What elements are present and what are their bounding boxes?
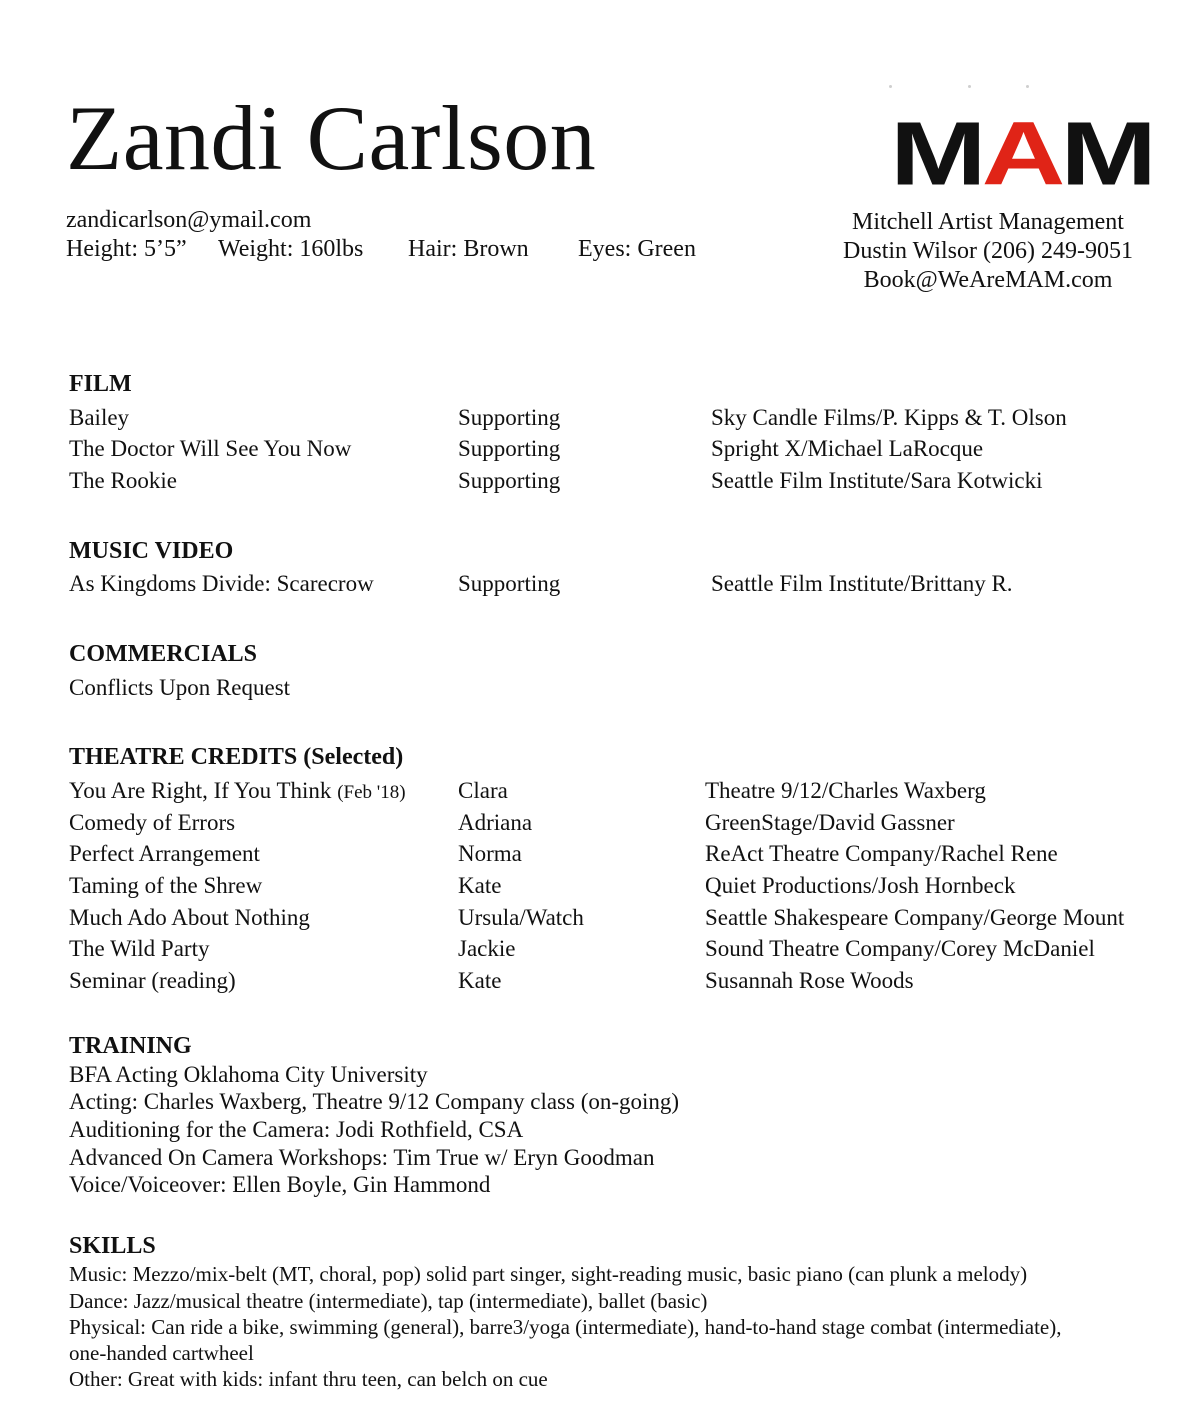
eyes-stat: Eyes: Green — [578, 236, 696, 262]
logo-letter: M — [1060, 102, 1153, 204]
credit-role: Norma — [458, 841, 522, 866]
commercials-note: Conflicts Upon Request — [69, 675, 291, 700]
training-item: Auditioning for the Camera: Jodi Rothfield, CSA — [69, 1117, 524, 1142]
credit-role: Kate — [458, 873, 502, 898]
skill-line: Physical: Can ride a bike, swimming (general), barre3/yoga (intermediate), hand-to-hand stage combat (intermediate), — [69, 1315, 1062, 1339]
credit-company: Theatre 9/12/Charles Waxberg — [705, 778, 986, 803]
credit-row — [69, 778, 1169, 808]
agency-contact: Dustin Wilsor (206) 249-9051 — [843, 238, 1133, 264]
skills-heading: SKILLS — [69, 1233, 156, 1259]
theatre-heading: THEATRE CREDITS (Selected) — [69, 744, 404, 770]
credit-title: You Are Right, If You Think — [69, 778, 332, 803]
actor-email[interactable]: zandicarlson@ymail.com — [66, 207, 312, 233]
skill-line: Music: Mezzo/mix-belt (MT, choral, pop) solid part singer, sight-reading music, basic piano (can plunk a melody) — [69, 1262, 1028, 1286]
credit-title: Seminar (reading) — [69, 968, 236, 993]
height-stat: Height: 5’5” — [66, 236, 187, 262]
credit-role: Clara — [458, 778, 508, 803]
credit-role: Kate — [458, 968, 502, 993]
training-item: Voice/Voiceover: Ellen Boyle, Gin Hammond — [69, 1172, 491, 1197]
credit-row — [69, 873, 1169, 903]
credit-company: Sound Theatre Company/Corey McDaniel — [705, 936, 1095, 961]
credit-role: Ursula/Watch — [458, 905, 584, 930]
credit-row — [69, 571, 1169, 601]
credit-role: Supporting — [458, 468, 561, 493]
credit-row — [69, 436, 1169, 466]
credit-row — [69, 968, 1169, 998]
credit-company: Quiet Productions/Josh Hornbeck — [705, 873, 1016, 898]
commercials-heading: COMMERCIALS — [69, 641, 258, 667]
logo-letter: M — [890, 102, 982, 204]
credit-title: Bailey — [69, 405, 130, 430]
credit-row — [69, 841, 1169, 871]
credit-company: Seattle Shakespeare Company/George Mount — [705, 905, 1125, 930]
credit-title: The Wild Party — [69, 936, 210, 961]
credit-title: Perfect Arrangement — [69, 841, 260, 866]
credit-role: Supporting — [458, 405, 561, 430]
credit-role: Supporting — [458, 571, 561, 596]
logo-letter-accent: A — [981, 102, 1061, 204]
credit-company: GreenStage/David Gassner — [705, 810, 955, 835]
credit-company: Sky Candle Films/P. Kipps & T. Olson — [711, 405, 1067, 430]
credit-company: Seattle Film Institute/Brittany R. — [711, 571, 1013, 596]
credit-title: The Rookie — [69, 468, 177, 493]
training-heading: TRAINING — [69, 1033, 192, 1059]
agency-name: Mitchell Artist Management — [852, 209, 1124, 235]
credit-row — [69, 905, 1169, 935]
credit-row — [69, 405, 1169, 435]
credit-title: As Kingdoms Divide: Scarecrow — [69, 571, 374, 596]
hair-stat: Hair: Brown — [408, 236, 529, 262]
credit-title: Much Ado About Nothing — [69, 905, 310, 930]
skill-line: Other: Great with kids: infant thru teen, can belch on cue — [69, 1367, 548, 1391]
credit-title: Comedy of Errors — [69, 810, 236, 835]
credit-title: The Doctor Will See You Now — [69, 436, 352, 461]
music-video-heading: MUSIC VIDEO — [69, 538, 234, 564]
training-item: BFA Acting Oklahoma City University — [69, 1062, 428, 1087]
agency-email[interactable]: Book@WeAreMAM.com — [863, 267, 1113, 293]
training-item: Acting: Charles Waxberg, Theatre 9/12 Company class (on-going) — [69, 1089, 680, 1114]
skill-line: one-handed cartwheel — [69, 1341, 254, 1365]
film-heading: FILM — [69, 371, 132, 397]
credit-title: Taming of the Shrew — [69, 873, 263, 898]
credit-role: Supporting — [458, 436, 561, 461]
credit-company: ReAct Theatre Company/Rachel Rene — [705, 841, 1058, 866]
credit-date: (Feb '18) — [337, 782, 406, 803]
weight-stat: Weight: 160lbs — [218, 236, 364, 262]
training-item: Advanced On Camera Workshops: Tim True w/ Eryn Goodman — [69, 1145, 655, 1170]
credit-row — [69, 468, 1169, 498]
credit-role: Jackie — [458, 936, 516, 961]
actor-name: Zandi Carlson — [66, 87, 597, 189]
credit-title-with-date — [69, 778, 406, 804]
credit-row — [69, 936, 1169, 966]
actor-stats — [66, 236, 696, 263]
mam-logo — [890, 102, 1153, 204]
credit-company: Susannah Rose Woods — [705, 968, 914, 993]
credit-row — [69, 810, 1169, 840]
skill-line: Dance: Jazz/musical theatre (intermediate), tap (intermediate), ballet (basic) — [69, 1289, 708, 1313]
credit-company: Seattle Film Institute/Sara Kotwicki — [711, 468, 1043, 493]
credit-company: Spright X/Michael LaRocque — [711, 436, 984, 461]
credit-role: Adriana — [458, 810, 533, 835]
